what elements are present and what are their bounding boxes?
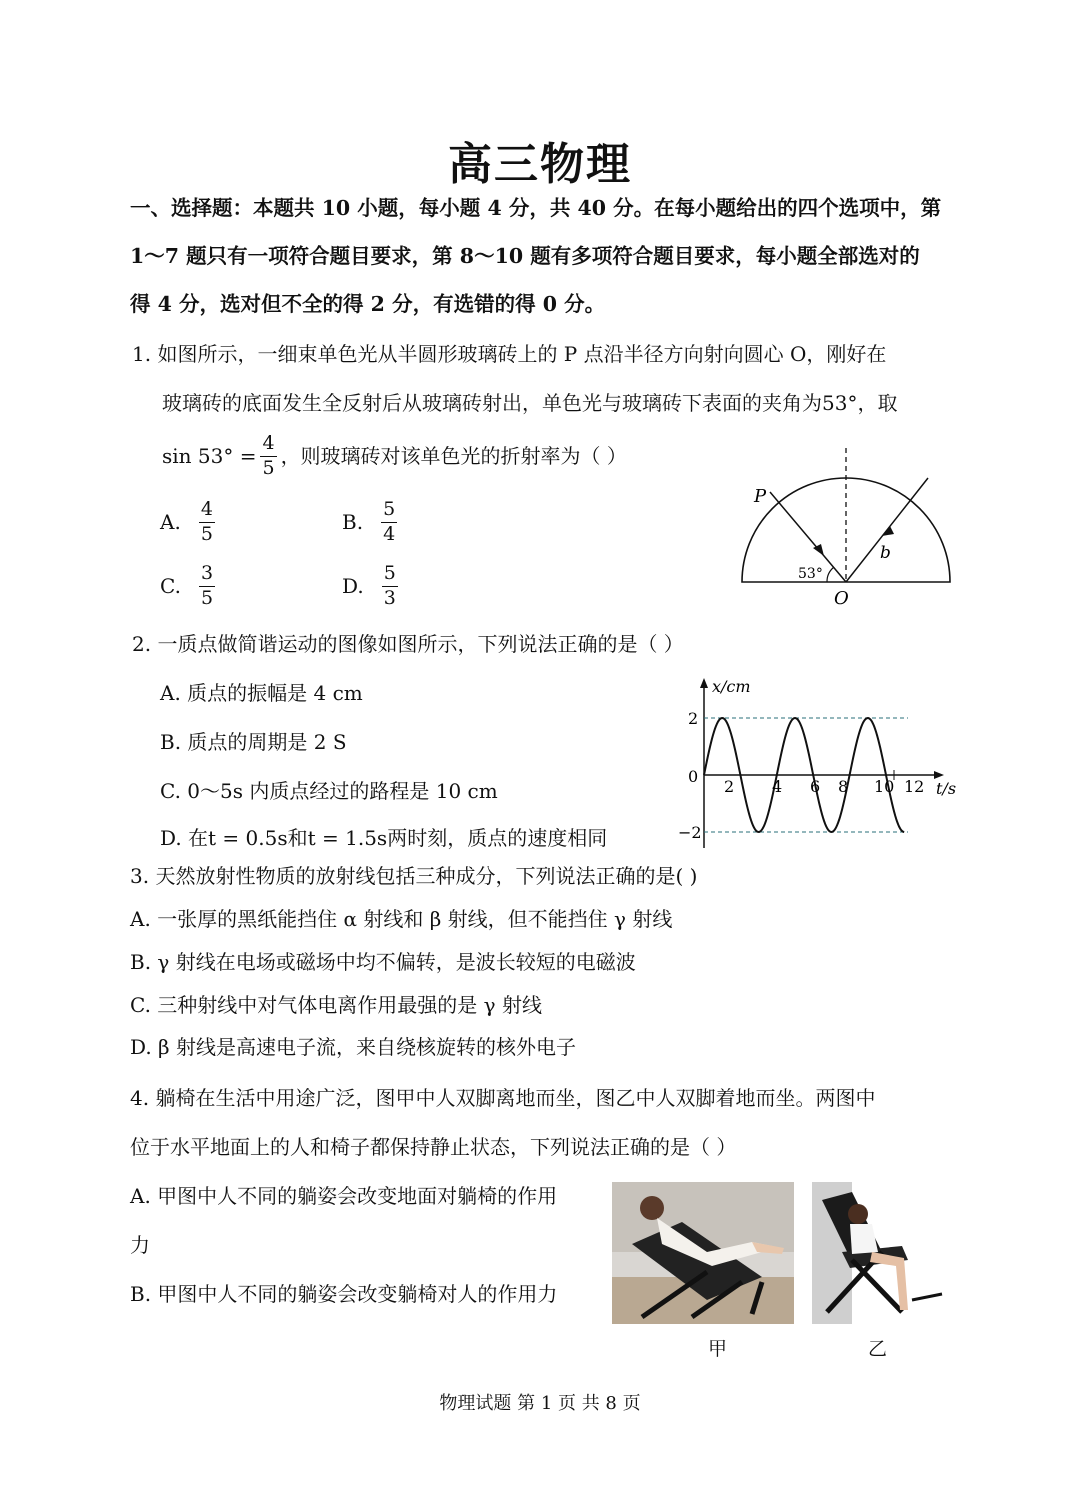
q1-option-b[interactable]	[342, 500, 397, 545]
reflected-arrow-icon	[882, 526, 894, 536]
q1-option-b-label: B.	[342, 510, 364, 535]
q4-stem-line1: 4. 躺椅在生活中用途广泛，图甲中人双脚离地而坐，图乙中人双脚着地而坐。两图中	[130, 1086, 876, 1110]
q1-stem-line1: 1. 如图所示，一细束单色光从半圆形玻璃砖上的 P 点沿半径方向射向圆心 O，刚好在	[132, 342, 887, 366]
q1-option-a-fraction	[199, 500, 215, 545]
label-p: P	[754, 486, 767, 507]
q1-option-a[interactable]	[160, 500, 215, 545]
angle-arc	[827, 567, 834, 582]
q4-caption-right: 乙	[868, 1338, 888, 1360]
q1-option-a-label: A.	[160, 510, 181, 535]
q4-photo-left	[612, 1182, 794, 1324]
x-tick-2: 2	[724, 777, 735, 796]
q3-stem: 3. 天然放射性物质的放射线包括三种成分，下列说法正确的是( )	[130, 864, 698, 888]
page-title: 高三物理	[448, 139, 632, 190]
q1-sin-den: 5	[262, 456, 275, 479]
q2-option-c[interactable]: C. 0～5s 内质点经过的路程是 10 cm	[160, 779, 498, 803]
q4-stem-line2: 位于水平地面上的人和椅子都保持静止状态，下列说法正确的是（ ）	[130, 1135, 737, 1159]
q1-option-c-den: 5	[200, 586, 214, 609]
q1-option-b-den: 4	[383, 522, 396, 545]
q3-option-a[interactable]: A. 一张厚的黑纸能挡住 α 射线和 β 射线，但不能挡住 γ 射线	[130, 907, 673, 931]
q1-stem-line3	[162, 434, 627, 479]
q1-option-d-num: 5	[382, 564, 398, 587]
q1-option-c-label: C.	[160, 574, 181, 599]
x-tick-6: 6	[810, 777, 821, 796]
q1-option-c-fraction	[199, 564, 215, 609]
q2-shm-graph	[676, 674, 962, 852]
q1-stem-line3-suffix: ，则玻璃砖对该单色光的折射率为（ ）	[280, 444, 627, 469]
q1-semicircle-figure	[730, 444, 962, 610]
q1-option-a-num: 4	[199, 500, 215, 523]
q3-option-d[interactable]: D. β 射线是高速电子流，来自绕核旋转的核外电子	[130, 1035, 576, 1059]
q2-option-d[interactable]: D. 在t = 0.5s和t = 1.5s两时刻，质点的速度相同	[160, 826, 608, 850]
label-b: b	[880, 543, 891, 563]
y-tick-neg2: −2	[678, 823, 702, 842]
section-instructions-line3: 得 4 分，选对但不全的得 2 分，有选错的得 0 分。	[130, 292, 606, 316]
y-axis-arrow-icon	[700, 678, 708, 688]
q1-option-d-fraction	[382, 564, 398, 609]
q4-option-a-line2[interactable]: 力	[130, 1233, 150, 1257]
q1-sin-num: 4	[260, 434, 276, 457]
q1-option-b-fraction	[381, 500, 397, 545]
label-angle: 53°	[798, 566, 823, 582]
q4-option-a-line1[interactable]: A. 甲图中人不同的躺姿会改变地面对躺椅的作用	[130, 1184, 558, 1208]
q2-stem: 2. 一质点做简谐运动的图像如图所示，下列说法正确的是（ ）	[132, 632, 684, 656]
y-axis-label: x/cm	[712, 677, 751, 696]
q1-sin-fraction	[260, 434, 276, 479]
label-o: O	[834, 588, 849, 609]
section-instructions-line2: 1～7 题只有一项符合题目要求，第 8～10 题有多项符合题目要求，每小题全部选对的	[130, 244, 920, 268]
section-instructions-line1: 一、选择题：本题共 10 小题，每小题 4 分，共 40 分。在每小题给出的四个选项中，第	[130, 196, 942, 220]
q2-option-b[interactable]: B. 质点的周期是 2 S	[160, 730, 347, 754]
x-axis-arrow-icon	[934, 771, 944, 779]
y-tick-2: 2	[688, 709, 699, 728]
page-footer: 物理试题 第 1 页 共 8 页	[439, 1393, 641, 1414]
q1-option-d[interactable]	[342, 564, 398, 609]
y-tick-0: 0	[688, 767, 699, 786]
q1-option-d-den: 3	[383, 586, 396, 609]
q4-caption-left: 甲	[708, 1338, 728, 1360]
q1-option-c-num: 3	[199, 564, 215, 587]
q1-stem-line2: 玻璃砖的底面发生全反射后从玻璃砖射出，单色光与玻璃砖下表面的夹角为53°，取	[162, 391, 898, 415]
q4-photo-right	[812, 1182, 950, 1324]
x-tick-12: 12	[904, 777, 925, 796]
q3-option-c[interactable]: C. 三种射线中对气体电离作用最强的是 γ 射线	[130, 993, 542, 1017]
q3-option-b[interactable]: B. γ 射线在电场或磁场中均不偏转，是波长较短的电磁波	[130, 950, 636, 974]
x-tick-8: 8	[838, 777, 849, 796]
q1-option-b-num: 5	[381, 500, 397, 523]
x-axis-label: t/s	[936, 779, 957, 798]
x-tick-10: 10	[874, 777, 895, 796]
q1-sin-prefix: sin 53° =	[162, 444, 257, 469]
q1-option-a-den: 5	[200, 522, 213, 545]
q2-option-a[interactable]: A. 质点的振幅是 4 cm	[160, 681, 363, 705]
q1-option-d-label: D.	[342, 574, 364, 599]
q1-option-c[interactable]	[160, 564, 215, 609]
q4-option-b[interactable]: B. 甲图中人不同的躺姿会改变躺椅对人的作用力	[130, 1282, 558, 1306]
x-tick-4: 4	[772, 777, 783, 796]
